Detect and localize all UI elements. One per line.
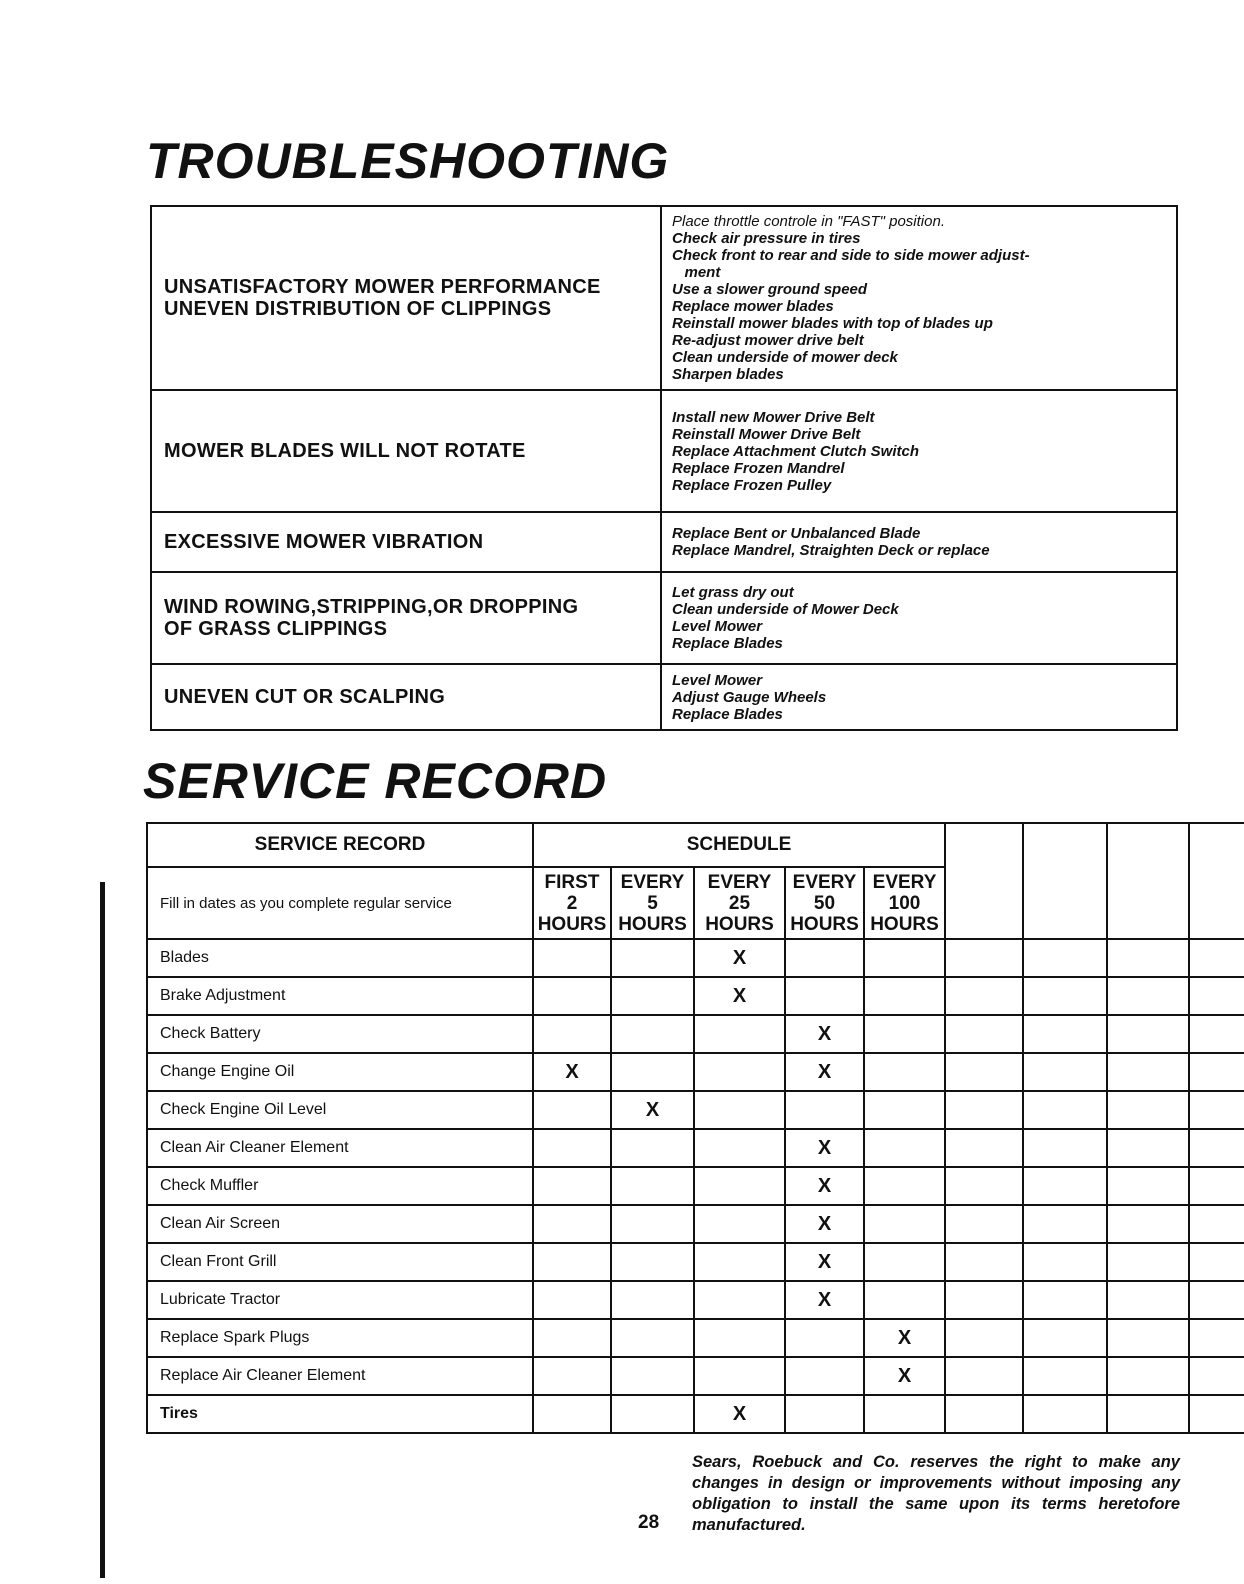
solution-line: Check air pressure in tires	[672, 230, 861, 247]
date-entry-cell[interactable]	[1189, 1129, 1244, 1167]
date-entry-cell[interactable]	[1189, 1243, 1244, 1281]
service-task: Replace Air Cleaner Element	[147, 1357, 533, 1395]
blank-header-cell[interactable]	[1023, 823, 1107, 939]
service-task: Clean Air Screen	[147, 1205, 533, 1243]
troubleshooting-row	[151, 512, 1177, 572]
date-entry-cell[interactable]	[1107, 1281, 1189, 1319]
problem-line: UNSATISFACTORY MOWER PERFORMANCE	[164, 276, 601, 298]
schedule-mark: X	[864, 1319, 945, 1357]
solution-line: Replace Attachment Clutch Switch	[672, 442, 919, 460]
schedule-cell	[533, 1129, 611, 1167]
service-row	[147, 1243, 1244, 1281]
service-record-table	[146, 822, 1244, 1434]
schedule-cell	[611, 1167, 694, 1205]
date-entry-cell[interactable]	[1023, 1319, 1107, 1357]
blank-header-cell[interactable]	[945, 823, 1023, 939]
service-row	[147, 977, 1244, 1015]
interval-header-line: HOURS	[790, 913, 859, 935]
solution-line: Let grass dry out	[672, 584, 794, 601]
schedule-cell	[611, 1205, 694, 1243]
solution-line: Level Mower	[672, 618, 763, 635]
date-entry-cell[interactable]	[945, 1091, 1023, 1129]
schedule-mark: X	[694, 939, 785, 977]
date-entry-cell[interactable]	[1189, 1319, 1244, 1357]
date-entry-cell[interactable]	[1023, 1205, 1107, 1243]
schedule-cell	[694, 1243, 785, 1281]
problem-line: UNEVEN DISTRIBUTION OF CLIPPINGS	[164, 298, 552, 320]
service-task: Check Muffler	[147, 1167, 533, 1205]
solution-line: Replace Frozen Mandrel	[672, 459, 845, 477]
service-task: Brake Adjustment	[147, 977, 533, 1015]
schedule-cell	[611, 1357, 694, 1395]
schedule-cell	[533, 1357, 611, 1395]
service-row	[147, 1129, 1244, 1167]
margin-bar	[100, 882, 105, 1578]
service-row	[147, 1053, 1244, 1091]
service-record-table-title: SERVICE RECORD	[147, 823, 533, 867]
schedule-cell	[785, 977, 864, 1015]
schedule-cell	[864, 1015, 945, 1053]
problem-line: UNEVEN CUT OR SCALPING	[164, 686, 446, 708]
date-entry-cell[interactable]	[1189, 1395, 1244, 1433]
schedule-cell	[533, 1395, 611, 1433]
schedule-cell	[533, 1205, 611, 1243]
schedule-cell	[694, 1129, 785, 1167]
service-task: Replace Spark Plugs	[147, 1319, 533, 1357]
date-entry-cell[interactable]	[945, 977, 1023, 1015]
solution-line: Level Mower	[672, 671, 763, 689]
schedule-cell	[864, 1091, 945, 1129]
schedule-cell	[864, 977, 945, 1015]
schedule-cell	[533, 1091, 611, 1129]
interval-header-line: 2	[566, 892, 578, 914]
problem-line: OF GRASS CLIPPINGS	[164, 618, 388, 640]
date-entry-cell[interactable]	[945, 1205, 1023, 1243]
date-entry-cell[interactable]	[1023, 1053, 1107, 1091]
interval-header-line: 100	[888, 892, 921, 914]
troubleshooting-row	[151, 390, 1177, 512]
schedule-cell	[611, 977, 694, 1015]
schedule-cell	[533, 939, 611, 977]
service-row	[147, 1015, 1244, 1053]
date-entry-cell[interactable]	[1107, 939, 1189, 977]
date-entry-cell[interactable]	[945, 1015, 1023, 1053]
schedule-mark: X	[785, 1281, 864, 1319]
schedule-cell	[864, 939, 945, 977]
service-row	[147, 1357, 1244, 1395]
schedule-cell	[785, 939, 864, 977]
interval-header-line: HOURS	[618, 913, 687, 935]
date-entry-cell[interactable]	[1023, 1395, 1107, 1433]
schedule-cell	[611, 1015, 694, 1053]
solution-line: Re-adjust mower drive belt	[672, 332, 864, 349]
date-entry-cell[interactable]	[945, 1243, 1023, 1281]
troubleshooting-row	[151, 206, 1177, 390]
date-entry-cell[interactable]	[1023, 1243, 1107, 1281]
disclaimer-notice: Sears, Roebuck and Co. reserves the right to make any changes in design or improvements without imposing any obligation to install the same upon its terms heretofore manufactured.	[692, 1453, 1180, 1534]
service-row	[147, 1091, 1244, 1129]
service-row	[147, 1167, 1244, 1205]
date-entry-cell[interactable]	[1189, 977, 1244, 1015]
date-entry-cell[interactable]	[1023, 977, 1107, 1015]
solution-cell	[661, 664, 1177, 730]
date-entry-cell[interactable]	[1107, 1053, 1189, 1091]
schedule-cell	[785, 1357, 864, 1395]
date-entry-cell[interactable]	[1107, 1357, 1189, 1395]
solution-line: Replace Frozen Pulley	[672, 476, 832, 494]
interval-header-line: 25	[728, 892, 751, 914]
date-entry-cell[interactable]	[1107, 1205, 1189, 1243]
interval-header	[694, 867, 785, 939]
solution-cell	[661, 206, 1177, 390]
service-row	[147, 1281, 1244, 1319]
schedule-cell	[694, 1053, 785, 1091]
schedule-mark: X	[785, 1015, 864, 1053]
interval-header-line: FIRST	[544, 871, 600, 893]
solution-cell	[661, 572, 1177, 664]
problem-cell	[151, 572, 661, 664]
problem-cell	[151, 206, 661, 390]
solution-line: Clean underside of Mower Deck	[672, 601, 899, 618]
schedule-mark: X	[694, 1395, 785, 1433]
schedule-cell	[864, 1205, 945, 1243]
problem-cell	[151, 390, 661, 512]
schedule-mark: X	[785, 1129, 864, 1167]
date-entry-cell[interactable]	[945, 1357, 1023, 1395]
solution-line: Reinstall mower blades with top of blades up	[672, 315, 993, 332]
interval-header-line: HOURS	[537, 913, 607, 935]
solution-line: Use a slower ground speed	[672, 281, 868, 298]
interval-header-line: EVERY	[620, 871, 685, 893]
schedule-mark: X	[533, 1053, 611, 1091]
schedule-cell	[533, 1281, 611, 1319]
schedule-cell	[785, 1091, 864, 1129]
date-entry-cell[interactable]	[945, 1319, 1023, 1357]
solution-line: Reinstall Mower Drive Belt	[672, 425, 861, 443]
interval-header-line: 5	[647, 892, 658, 914]
schedule-mark: X	[785, 1243, 864, 1281]
interval-header-line: EVERY	[792, 871, 857, 893]
schedule-mark: X	[864, 1357, 945, 1395]
solution-line: Check front to rear and side to side mower adjust-	[672, 247, 1030, 264]
date-entry-cell[interactable]	[945, 939, 1023, 977]
date-entry-cell[interactable]	[1189, 1091, 1244, 1129]
service-header-row	[147, 823, 1244, 867]
problem-line: EXCESSIVE MOWER VIBRATION	[164, 531, 484, 553]
problem-line: WIND ROWING,STRIPPING,OR DROPPING	[164, 596, 579, 618]
schedule-cell	[864, 1395, 945, 1433]
service-row	[147, 1395, 1244, 1433]
schedule-cell	[864, 1167, 945, 1205]
schedule-cell	[611, 1281, 694, 1319]
troubleshooting-row	[151, 664, 1177, 730]
schedule-cell	[694, 1357, 785, 1395]
solution-line: Adjust Gauge Wheels	[672, 688, 827, 706]
date-entry-cell[interactable]	[1189, 1357, 1244, 1395]
interval-header	[533, 867, 611, 939]
service-record-title: SERVICE RECORD	[143, 753, 608, 809]
schedule-cell	[611, 1243, 694, 1281]
schedule-mark: X	[694, 977, 785, 1015]
date-entry-cell[interactable]	[1023, 939, 1107, 977]
service-task: Check Battery	[147, 1015, 533, 1053]
solution-line: Replace mower blades	[672, 298, 834, 315]
interval-header	[785, 867, 864, 939]
schedule-cell	[785, 1319, 864, 1357]
solution-line: Sharpen blades	[672, 366, 784, 383]
service-task: Change Engine Oil	[147, 1053, 533, 1091]
schedule-mark: X	[785, 1053, 864, 1091]
date-entry-cell[interactable]	[1023, 1015, 1107, 1053]
date-entry-cell[interactable]	[1189, 1281, 1244, 1319]
date-entry-cell[interactable]	[1189, 1205, 1244, 1243]
schedule-label: SCHEDULE	[533, 823, 945, 867]
date-entry-cell[interactable]	[945, 1129, 1023, 1167]
interval-header-line: HOURS	[705, 913, 774, 935]
schedule-cell	[694, 1319, 785, 1357]
schedule-cell	[533, 1243, 611, 1281]
problem-cell	[151, 512, 661, 572]
schedule-cell	[694, 1205, 785, 1243]
service-row	[147, 1319, 1244, 1357]
date-entry-cell[interactable]	[1189, 939, 1244, 977]
schedule-cell	[611, 939, 694, 977]
schedule-cell	[694, 1015, 785, 1053]
solution-line: Place throttle controle in "FAST" position.	[672, 213, 945, 230]
schedule-mark: X	[611, 1091, 694, 1129]
schedule-cell	[533, 977, 611, 1015]
schedule-mark: X	[785, 1205, 864, 1243]
troubleshooting-table	[150, 205, 1178, 731]
interval-header-line: EVERY	[872, 871, 937, 893]
solution-cell	[661, 512, 1177, 572]
date-entry-cell[interactable]	[1189, 1053, 1244, 1091]
service-task: Blades	[147, 939, 533, 977]
schedule-cell	[533, 1319, 611, 1357]
date-entry-cell[interactable]	[1023, 1091, 1107, 1129]
service-task: Clean Front Grill	[147, 1243, 533, 1281]
schedule-cell	[611, 1395, 694, 1433]
interval-header-line: HOURS	[870, 913, 939, 935]
interval-header	[864, 867, 945, 939]
service-row	[147, 939, 1244, 977]
schedule-cell	[611, 1129, 694, 1167]
date-entry-cell[interactable]	[945, 1395, 1023, 1433]
date-entry-cell[interactable]	[1023, 1357, 1107, 1395]
solution-line: Clean underside of mower deck	[672, 349, 898, 366]
schedule-cell	[533, 1167, 611, 1205]
troubleshooting-row	[151, 572, 1177, 664]
interval-header-line: 50	[813, 892, 836, 914]
blank-header-cell[interactable]	[1107, 823, 1189, 939]
date-entry-cell[interactable]	[1023, 1129, 1107, 1167]
schedule-cell	[785, 1395, 864, 1433]
solution-line: Replace Blades	[672, 635, 783, 652]
solution-line: ment	[672, 264, 721, 281]
interval-header	[611, 867, 694, 939]
solution-line: Replace Bent or Unbalanced Blade	[672, 525, 921, 542]
service-task: Tires	[147, 1395, 533, 1433]
fill-in-note: Fill in dates as you complete regular service	[147, 867, 533, 939]
page-number: 28	[638, 1512, 660, 1533]
schedule-cell	[694, 1091, 785, 1129]
solution-line: Replace Mandrel, Straighten Deck or replace	[672, 542, 990, 559]
troubleshooting-title: TROUBLESHOOTING	[146, 133, 670, 189]
schedule-cell	[864, 1281, 945, 1319]
date-entry-cell[interactable]	[1023, 1281, 1107, 1319]
date-entry-cell[interactable]	[1189, 1015, 1244, 1053]
service-row	[147, 1205, 1244, 1243]
schedule-cell	[864, 1053, 945, 1091]
blank-header-cell[interactable]	[1189, 823, 1244, 939]
schedule-cell	[611, 1053, 694, 1091]
date-entry-cell[interactable]	[1107, 1129, 1189, 1167]
interval-header-line: EVERY	[707, 871, 772, 893]
date-entry-cell[interactable]	[945, 1167, 1023, 1205]
date-entry-cell[interactable]	[1107, 1395, 1189, 1433]
date-entry-cell[interactable]	[1107, 1091, 1189, 1129]
schedule-cell	[864, 1129, 945, 1167]
problem-cell	[151, 664, 661, 730]
solution-line: Install new Mower Drive Belt	[672, 408, 875, 426]
date-entry-cell[interactable]	[1107, 1319, 1189, 1357]
solution-line: Replace Blades	[672, 705, 783, 723]
solution-cell	[661, 390, 1177, 512]
schedule-cell	[611, 1319, 694, 1357]
schedule-cell	[864, 1243, 945, 1281]
date-entry-cell[interactable]	[1189, 1167, 1244, 1205]
problem-line: MOWER BLADES WILL NOT ROTATE	[164, 440, 526, 462]
schedule-cell	[694, 1167, 785, 1205]
date-entry-cell[interactable]	[1107, 1167, 1189, 1205]
date-entry-cell[interactable]	[1023, 1167, 1107, 1205]
service-task: Clean Air Cleaner Element	[147, 1129, 533, 1167]
date-entry-cell[interactable]	[1107, 977, 1189, 1015]
schedule-cell	[533, 1015, 611, 1053]
date-entry-cell[interactable]	[945, 1053, 1023, 1091]
service-task: Check Engine Oil Level	[147, 1091, 533, 1129]
date-entry-cell[interactable]	[1107, 1015, 1189, 1053]
date-entry-cell[interactable]	[1107, 1243, 1189, 1281]
schedule-cell	[694, 1281, 785, 1319]
date-entry-cell[interactable]	[945, 1281, 1023, 1319]
schedule-mark: X	[785, 1167, 864, 1205]
service-task: Lubricate Tractor	[147, 1281, 533, 1319]
